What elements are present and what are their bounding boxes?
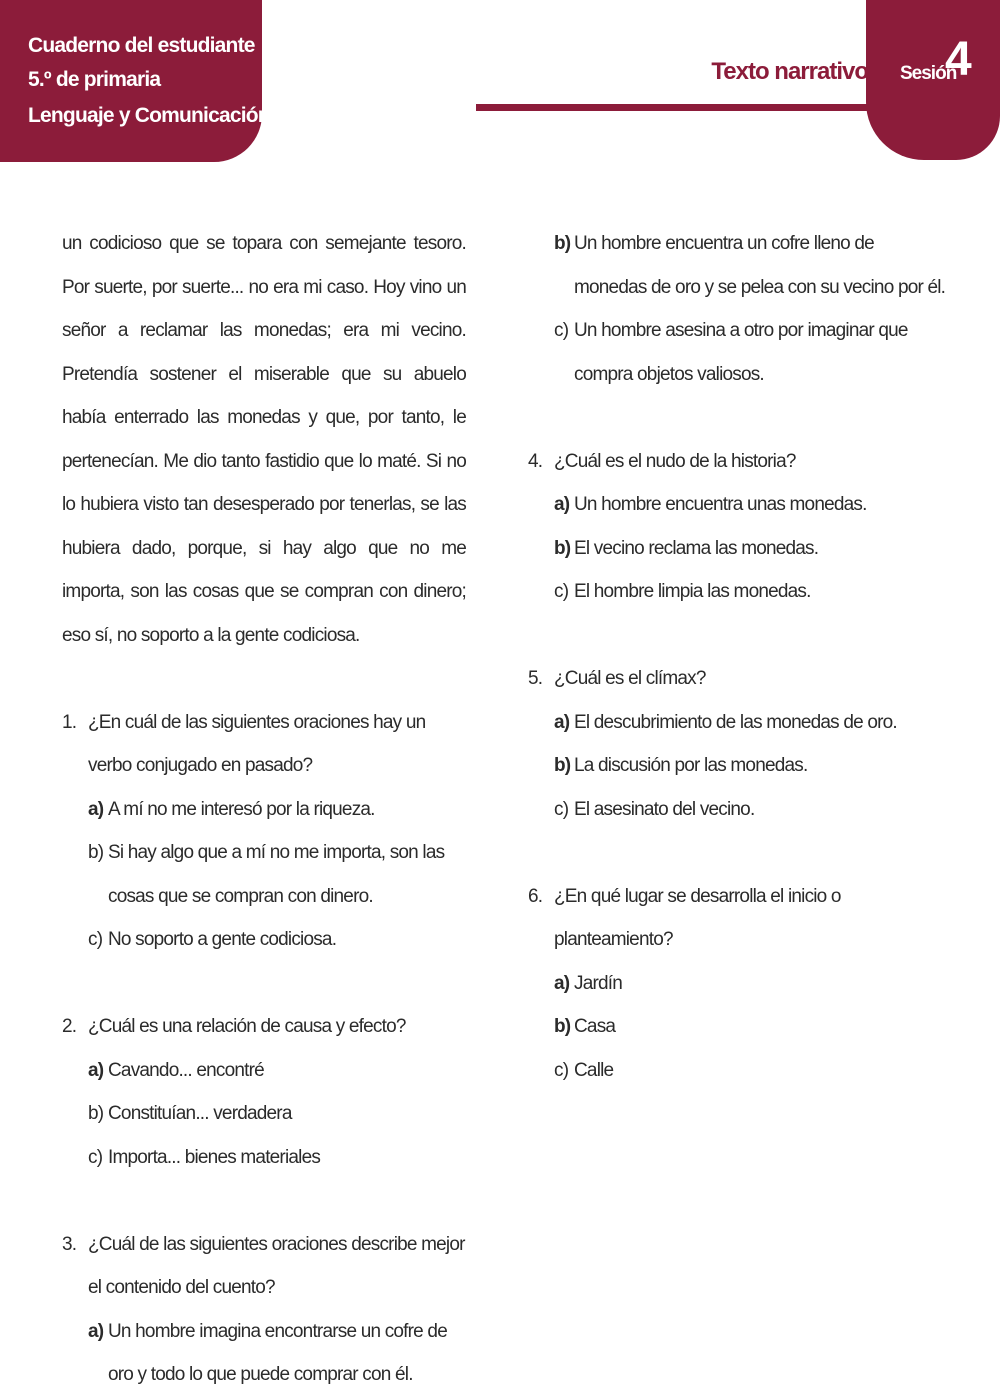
option-text: A mí no me interesó por la riqueza. (108, 798, 375, 820)
answer-option[interactable] (528, 483, 948, 527)
option-text: Un hombre asesina a otro por imaginar que compra objetos valiosos. (574, 320, 908, 385)
question-number: 4. (528, 450, 543, 472)
option-text: Importa... bienes materiales (108, 1146, 321, 1168)
session-number: 4 (945, 33, 972, 86)
answer-option[interactable] (528, 1005, 948, 1049)
option-letter: b) (554, 755, 571, 776)
question-number: 1. (62, 711, 77, 733)
option-letter: a) (554, 494, 570, 515)
question-3 (62, 1223, 466, 1397)
workbook-label: Cuaderno del estudiante (28, 34, 255, 57)
answer-option[interactable] (528, 962, 948, 1006)
answer-option[interactable] (62, 1310, 466, 1397)
right-column (528, 222, 948, 1092)
question-number: 3. (62, 1233, 77, 1255)
option-text: El vecino reclama las monedas. (574, 537, 819, 559)
option-text: La discusión por las monedas. (574, 755, 808, 776)
option-letter: b) (554, 233, 571, 254)
question-text: ¿En qué lugar se desarrolla el inicio o planteamiento? (554, 885, 841, 950)
section-title: Texto narrativo (711, 58, 868, 85)
option-text: El asesinato del vecino. (574, 798, 755, 820)
option-letter: a) (88, 1059, 104, 1081)
option-text: Casa (574, 1016, 616, 1037)
option-text: Un hombre encuentra unas monedas. (574, 494, 867, 515)
option-letter: a) (88, 798, 104, 820)
answer-option[interactable] (528, 527, 948, 571)
answer-option[interactable] (62, 788, 466, 832)
answer-option[interactable] (62, 831, 466, 918)
option-letter: b) (554, 1016, 571, 1037)
answer-option[interactable] (528, 570, 948, 614)
option-letter: c) (554, 798, 569, 820)
question-text: ¿Cuál es una relación de causa y efecto? (88, 1016, 406, 1037)
option-letter: c) (554, 581, 569, 602)
question-1 (62, 701, 466, 962)
question-3-continued (528, 222, 948, 396)
option-letter: c) (554, 1059, 569, 1081)
option-letter: b) (88, 1103, 104, 1124)
option-text: Un hombre encuentra un cofre lleno de monedas de oro y se pelea con su vecino por él. (574, 233, 946, 298)
question-number: 5. (528, 668, 543, 689)
option-letter: b) (554, 537, 571, 559)
answer-option[interactable] (528, 222, 948, 309)
question-text: ¿En cuál de las siguientes oraciones hay un verbo conjugado en pasado? (88, 711, 426, 776)
option-letter: c) (88, 929, 103, 950)
answer-option[interactable] (62, 918, 466, 962)
answer-option[interactable] (528, 309, 948, 396)
question-5 (528, 657, 948, 831)
option-text: El descubrimiento de las monedas de oro. (574, 711, 897, 733)
question-4 (528, 440, 948, 614)
question-number: 2. (62, 1016, 77, 1037)
answer-option[interactable] (528, 701, 948, 745)
question-text: ¿Cuál es el clímax? (554, 668, 706, 689)
option-letter: a) (554, 711, 570, 733)
option-text: Cavando... encontré (108, 1059, 264, 1081)
answer-option[interactable] (62, 1049, 466, 1093)
question-6 (528, 875, 948, 1093)
subject-label: Lenguaje y Comunicación (28, 104, 270, 127)
question-2 (62, 1005, 466, 1179)
answer-option[interactable] (62, 1136, 466, 1180)
answer-option[interactable] (62, 1092, 466, 1136)
option-text: Constituían... verdadera (108, 1103, 292, 1124)
option-letter: c) (554, 320, 569, 341)
option-letter: c) (88, 1146, 103, 1168)
option-text: Calle (574, 1059, 614, 1081)
session-label: Sesión (900, 63, 957, 84)
option-text: Si hay algo que a mí no me importa, son las cosas que se compran con dinero. (108, 842, 445, 907)
option-letter: a) (554, 972, 570, 994)
answer-option[interactable] (528, 1049, 948, 1093)
option-text: Un hombre imagina encontrarse un cofre de oro y todo lo que puede comprar con él. (108, 1320, 447, 1385)
option-text: Jardín (574, 972, 623, 994)
question-number: 6. (528, 885, 543, 907)
answer-option[interactable] (528, 744, 948, 788)
question-text: ¿Cuál de las siguientes oraciones describe mejor el contenido del cuento? (88, 1233, 465, 1298)
option-letter: a) (88, 1320, 104, 1342)
option-text: El hombre limpia las monedas. (574, 581, 811, 602)
grade-label: 5.º de primaria (28, 68, 161, 91)
header-banner (0, 0, 270, 162)
left-column (62, 222, 466, 1397)
option-letter: b) (88, 842, 104, 863)
story-passage: un codicioso que se topara con semejante tesoro. Por suerte, por suerte... no era mi caso. Hoy vino un señor a reclamar las monedas; era mi vecino. Pretendía sostener el miserable que su abuelo había enterrado las monedas y que, por tanto, le pertenecían. Me dio tanto fastidio que lo maté. Si no lo hubiera visto tan desesperado por tenerlas, se las hubiera dado, porque, si hay algo que no me importa, son las cosas que se compran con dinero; eso sí, no soporto a la gente codiciosa. (62, 233, 466, 646)
answer-option[interactable] (528, 788, 948, 832)
option-text: No soporto a gente codiciosa. (108, 929, 337, 950)
question-text: ¿Cuál es el nudo de la historia? (554, 450, 796, 472)
